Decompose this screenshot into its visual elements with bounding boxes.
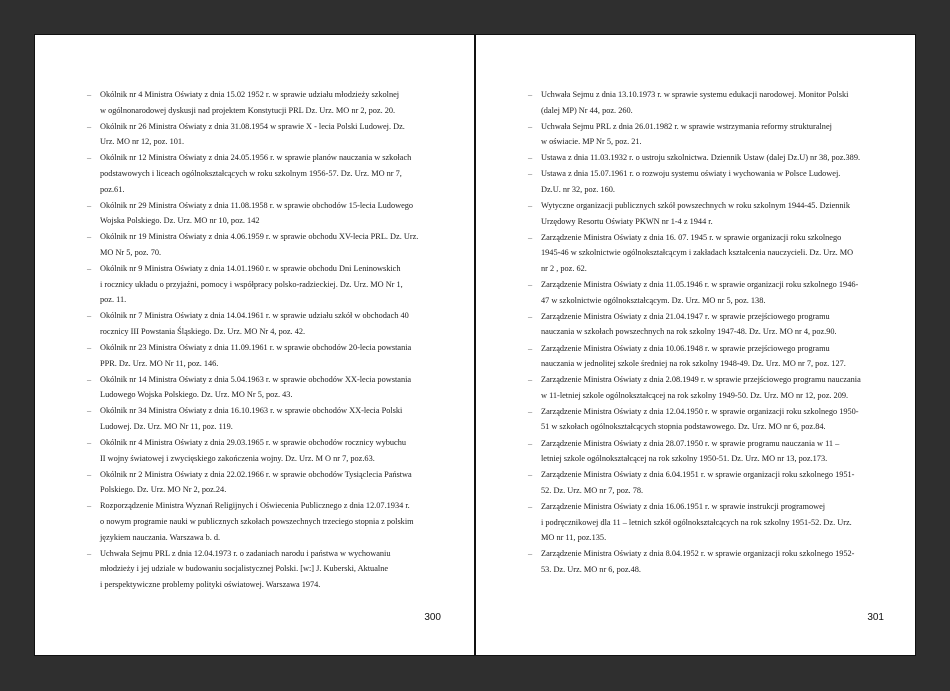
entry-line: PPR. Dz. Urz. MO Nr 11, poz. 146. xyxy=(100,358,219,368)
bullet-dash: – xyxy=(87,121,92,131)
bibliography-entry xyxy=(528,87,888,118)
entry-line: Zarządzenie Ministra Oświaty z dnia 16. 07. 1945 r. w sprawie organizacji roku szkolnego xyxy=(541,232,842,242)
entry-line: i rocznicy układu o przyjaźni, pomocy i współpracy polsko-radzieckiej. Dz. Urz. MO Nr 1, xyxy=(100,279,403,289)
bullet-dash: – xyxy=(528,201,533,211)
entry-line: Uchwała Sejmu z dnia 13.10.1973 r. w sprawie systemu edukacji narodowej. Monitor Polski xyxy=(541,90,849,99)
bibliography-entry xyxy=(528,372,888,403)
page-right xyxy=(475,34,916,656)
bibliography-entry xyxy=(87,372,447,403)
entry-line: Dz.U. nr 32, poz. 160. xyxy=(541,185,615,195)
bullet-dash: – xyxy=(87,469,92,479)
bibliography-list-right xyxy=(528,87,888,578)
bibliography-entry xyxy=(528,230,888,277)
entry-line: językiem nauczania. Warszawa b. d. xyxy=(100,532,221,542)
entry-line: Zarządzenie Ministra Oświaty z dnia 11.05.1946 r. w sprawie organizacji roku szkolnego 1946- xyxy=(541,280,859,290)
entry-line: w ogólnonarodowej dyskusji nad projektem Konstytucji PRL Dz. Urz. MO nr 2, poz. 20. xyxy=(100,105,396,115)
bibliography-entry xyxy=(528,150,888,166)
bullet-dash: – xyxy=(87,264,92,274)
entry-line: w oświacie. MP Nr 5, poz. 21. xyxy=(541,137,642,147)
entry-line: Wojska Polskiego. Dz. Urz. MO nr 10, poz. 142 xyxy=(100,216,260,226)
bibliography-entry xyxy=(87,546,447,593)
entry-line: Zarządzenie Ministra Oświaty z dnia 8.04.1952 r. w sprawie organizacji roku szkolnego 1952- xyxy=(541,549,855,559)
entry-line: Okólnik nr 14 Ministra Oświaty z dnia 5.04.1963 r. w sprawie obchodów XX-lecia powstania xyxy=(100,374,412,384)
entry-line: nr 2 , poz. 62. xyxy=(541,264,587,274)
bullet-dash: – xyxy=(87,200,92,210)
bibliography-list-left xyxy=(87,87,447,593)
entry-line: 1945-46 w szkolnictwie ogólnokształcącym i zakładach kształcenia nauczycieli. Dz. Urz. MO xyxy=(541,248,854,258)
bullet-dash: – xyxy=(528,121,533,131)
entry-line: Zarządzenie Ministra Oświaty z dnia 12.04.1950 r. w sprawie organizacji roku szkolnego 1950- xyxy=(541,406,859,416)
entry-line: Ustawa z dnia 11.03.1932 r. o ustroju szkolnictwa. Dziennik Ustaw (dalej Dz.U) nr 38, poz.389. xyxy=(541,153,861,163)
bullet-dash: – xyxy=(87,153,92,163)
entry-line: i perspektywiczne problemy polityki oświatowej. Warszawa 1974. xyxy=(100,579,321,589)
bullet-dash: – xyxy=(87,343,92,352)
bibliography-entry xyxy=(87,403,447,434)
bibliography-entry xyxy=(528,198,888,229)
entry-line: nauczania w szkołach powszechnych na rok szkolny 1947-48. Dz. Urz. MO nr 4, poz.90. xyxy=(541,327,837,337)
entry-line: poz. 11. xyxy=(100,295,127,305)
entry-line: Okólnik nr 12 Ministra Oświaty z dnia 24.05.1956 r. w sprawie planów nauczania w szkołach xyxy=(100,153,412,163)
bullet-dash: – xyxy=(87,406,92,416)
bibliography-entry xyxy=(87,150,447,197)
entry-line: Okólnik nr 34 Ministra Oświaty z dnia 16.10.1963 r. w sprawie obchodów XX-lecia Polski xyxy=(100,406,403,416)
bullet-dash: – xyxy=(87,501,92,511)
bibliography-entry xyxy=(528,309,888,340)
bullet-dash: – xyxy=(528,501,533,511)
entry-line: rocznicy III Powstania Śląskiego. Dz. Urz. MO Nr 4, poz. 42. xyxy=(100,326,306,336)
bibliography-entry xyxy=(87,87,447,118)
entry-line: Okólnik nr 23 Ministra Oświaty z dnia 11.09.1961 r. w sprawie obchodów 20-lecia powstania xyxy=(100,343,412,352)
bullet-dash: – xyxy=(87,374,92,384)
bullet-dash: – xyxy=(528,470,533,480)
bullet-dash: – xyxy=(87,548,92,558)
entry-line: Okólnik nr 2 Ministra Oświaty z dnia 22.02.1966 r. w sprawie obchodów Tysiąclecia Państwa xyxy=(100,469,412,479)
entry-line: letniej szkole ogólnokształcącej na rok szkolny 1950-51. Dz. Urz. MO nr 13, poz.173. xyxy=(541,454,828,464)
bibliography-entry xyxy=(528,277,888,308)
entry-line: II wojny światowej i zwycięskiego zakończenia wojny. Dz. Urz. M O nr 7, poz.63. xyxy=(100,453,375,463)
bullet-dash: – xyxy=(87,232,92,242)
bullet-dash: – xyxy=(528,343,533,353)
entry-line: Urzędowy Resortu Oświaty PKWN nr 1-4 z 1944 r. xyxy=(541,216,713,226)
bibliography-entry xyxy=(528,119,888,150)
entry-line: Zarządzenie Ministra Oświaty z dnia 21.04.1947 r. w sprawie przejściowego programu xyxy=(541,311,830,321)
entry-line: Wytyczne organizacji publicznych szkół powszechnych w roku szkolnym 1944-45. Dziennik xyxy=(541,201,851,211)
entry-line: Zarządzenie Ministra Oświaty z dnia 6.04.1951 r. w sprawie organizacji roku szkolnego 1951- xyxy=(541,470,855,480)
entry-line: młodzieży i jej udziale w budowaniu socjalistycznej Polski. [w:] J. Kuberski, Aktualne xyxy=(100,564,389,574)
bibliography-entry xyxy=(87,229,447,260)
bibliography-entry xyxy=(528,546,888,577)
bullet-dash: – xyxy=(528,153,533,163)
entry-line: 47 w szkolnictwie ogólnokształcącym. Dz. Urz. MO nr 5, poz. 138. xyxy=(541,295,766,305)
entry-line: MO Nr 5, poz. 70. xyxy=(100,247,162,257)
entry-line: Zarządzenie Ministra Oświaty z dnia 28.07.1950 r. w sprawie programu nauczania w 11 – xyxy=(541,438,840,448)
entry-line: nauczania w jednolitej szkole średniej na rok szkolny 1948-49. Dz. Urz. MO nr 7, poz. 127. xyxy=(541,359,846,369)
entry-line: Zarządzenie Ministra Oświaty z dnia 10.06.1948 r. w sprawie przejściowego programu xyxy=(541,343,830,353)
entry-line: (dalej MP) Nr 44, poz. 260. xyxy=(541,105,633,115)
bullet-dash: – xyxy=(528,169,533,179)
entry-line: Okólnik nr 7 Ministra Oświaty z dnia 14.04.1961 r. w sprawie udziału szkół w obchodach 40 xyxy=(100,311,409,321)
bullet-dash: – xyxy=(528,232,533,242)
bullet-dash: – xyxy=(528,406,533,416)
page-number-right: 301 xyxy=(867,612,884,623)
bibliography-entry xyxy=(87,467,447,498)
entry-line: MO nr 11, poz.135. xyxy=(541,533,607,543)
entry-line: w 11-letniej szkole ogólnokształcącej na rok szkolny 1949-50. Dz. Urz. MO nr 12, poz. 209. xyxy=(541,390,849,400)
entry-line: Ustawa z dnia 15.07.1961 r. o rozwoju systemu oświaty i wychowania w Polsce Ludowej. xyxy=(541,169,841,179)
bullet-dash: – xyxy=(87,90,92,99)
bullet-dash: – xyxy=(87,311,92,321)
entry-line: Ludowego Wojska Polskiego. Dz. Urz. MO Nr 5, poz. 43. xyxy=(100,390,293,400)
bibliography-entry xyxy=(87,261,447,308)
bibliography-entry xyxy=(528,404,888,435)
entry-line: Okólnik nr 4 Ministra Oświaty z dnia 29.03.1965 r. w sprawie obchodów rocznicy wybuchu xyxy=(100,438,407,448)
entry-line: 52. Dz. Urz. MO nr 7, poz. 78. xyxy=(541,485,644,495)
bibliography-entry xyxy=(528,499,888,546)
bibliography-entry xyxy=(87,198,447,229)
bibliography-entry xyxy=(528,436,888,467)
bibliography-entry xyxy=(87,435,447,466)
entry-line: Okólnik nr 9 Ministra Oświaty z dnia 14.01.1960 r. w sprawie obchodu Dni Leninowskich xyxy=(100,264,401,274)
bullet-dash: – xyxy=(528,375,533,385)
bibliography-entry xyxy=(528,341,888,372)
entry-line: Okólnik nr 19 Ministra Oświaty z dnia 4.06.1959 r. w sprawie obchodu XV-lecia PRL. Dz. Urz. xyxy=(100,232,419,242)
entry-line: poz.61. xyxy=(100,184,125,194)
entry-line: 53. Dz. Urz. MO nr 6, poz.48. xyxy=(541,564,642,574)
bibliography-entry xyxy=(528,166,888,197)
bullet-dash: – xyxy=(528,280,533,290)
entry-line: podstawowych i liceach ogólnokształcących w roku szkolnym 1956-57. Dz. Urz. MO nr 7, xyxy=(100,168,402,178)
page-number-left: 300 xyxy=(424,612,441,623)
bibliography-entry xyxy=(528,467,888,498)
bullet-dash: – xyxy=(528,549,533,559)
bibliography-entry xyxy=(87,308,447,339)
bibliography-entry xyxy=(87,498,447,545)
bibliography-entry xyxy=(87,119,447,150)
entry-line: Uchwała Sejmu PRL z dnia 12.04.1973 r. o zadaniach narodu i państwa w wychowaniu xyxy=(100,548,391,558)
bullet-dash: – xyxy=(528,438,533,448)
page-left xyxy=(34,34,475,656)
entry-line: Rozporządzenie Ministra Wyznań Religijnych i Oświecenia Publicznego z dnia 12.07.1934 r. xyxy=(100,501,410,511)
entry-line: Urz. MO nr 12, poz. 101. xyxy=(100,137,185,147)
bullet-dash: – xyxy=(528,90,533,99)
entry-line: i podręcznikowej dla 11 – letnich szkół ogólnokształcących na rok szkolny 1951-52. Dz. Urz. xyxy=(541,517,852,527)
entry-line: Polskiego. Dz. Urz. MO Nr 2, poz.24. xyxy=(100,485,227,495)
entry-line: Okólnik nr 29 Ministra Oświaty z dnia 11.08.1958 r. w sprawie obchodów 15-lecia Ludowego xyxy=(100,200,414,210)
entry-line: 51 w szkołach ogólnokształcących stopnia podstawowego. Dz. Urz. MO nr 6, poz.84. xyxy=(541,422,826,432)
entry-line: o nowym programie nauki w publicznych szkołach powszechnych trzeciego stopnia z polskim xyxy=(100,517,414,527)
entry-line: Okólnik nr 4 Ministra Oświaty z dnia 15.02 1952 r. w sprawie udziału młodzieży szkolnej xyxy=(100,90,400,99)
entry-line: Zarządzenie Ministra Oświaty z dnia 2.08.1949 r. w sprawie przejściowego programu nauczania xyxy=(541,375,861,385)
bullet-dash: – xyxy=(528,311,533,321)
entry-line: Zarządzenie Ministra Oświaty z dnia 16.06.1951 r. w sprawie instrukcji programowej xyxy=(541,501,826,511)
bullet-dash: – xyxy=(87,438,92,448)
entry-line: Ludowej. Dz. Urz. MO Nr 11, poz. 119. xyxy=(100,421,233,431)
entry-line: Okólnik nr 26 Ministra Oświaty z dnia 31.08.1954 w sprawie X - lecia Polski Ludowej. Dz. xyxy=(100,121,405,131)
entry-line: Uchwała Sejmu PRL z dnia 26.01.1982 r. w sprawie wstrzymania reformy strukturalnej xyxy=(541,121,832,131)
bibliography-entry xyxy=(87,340,447,371)
